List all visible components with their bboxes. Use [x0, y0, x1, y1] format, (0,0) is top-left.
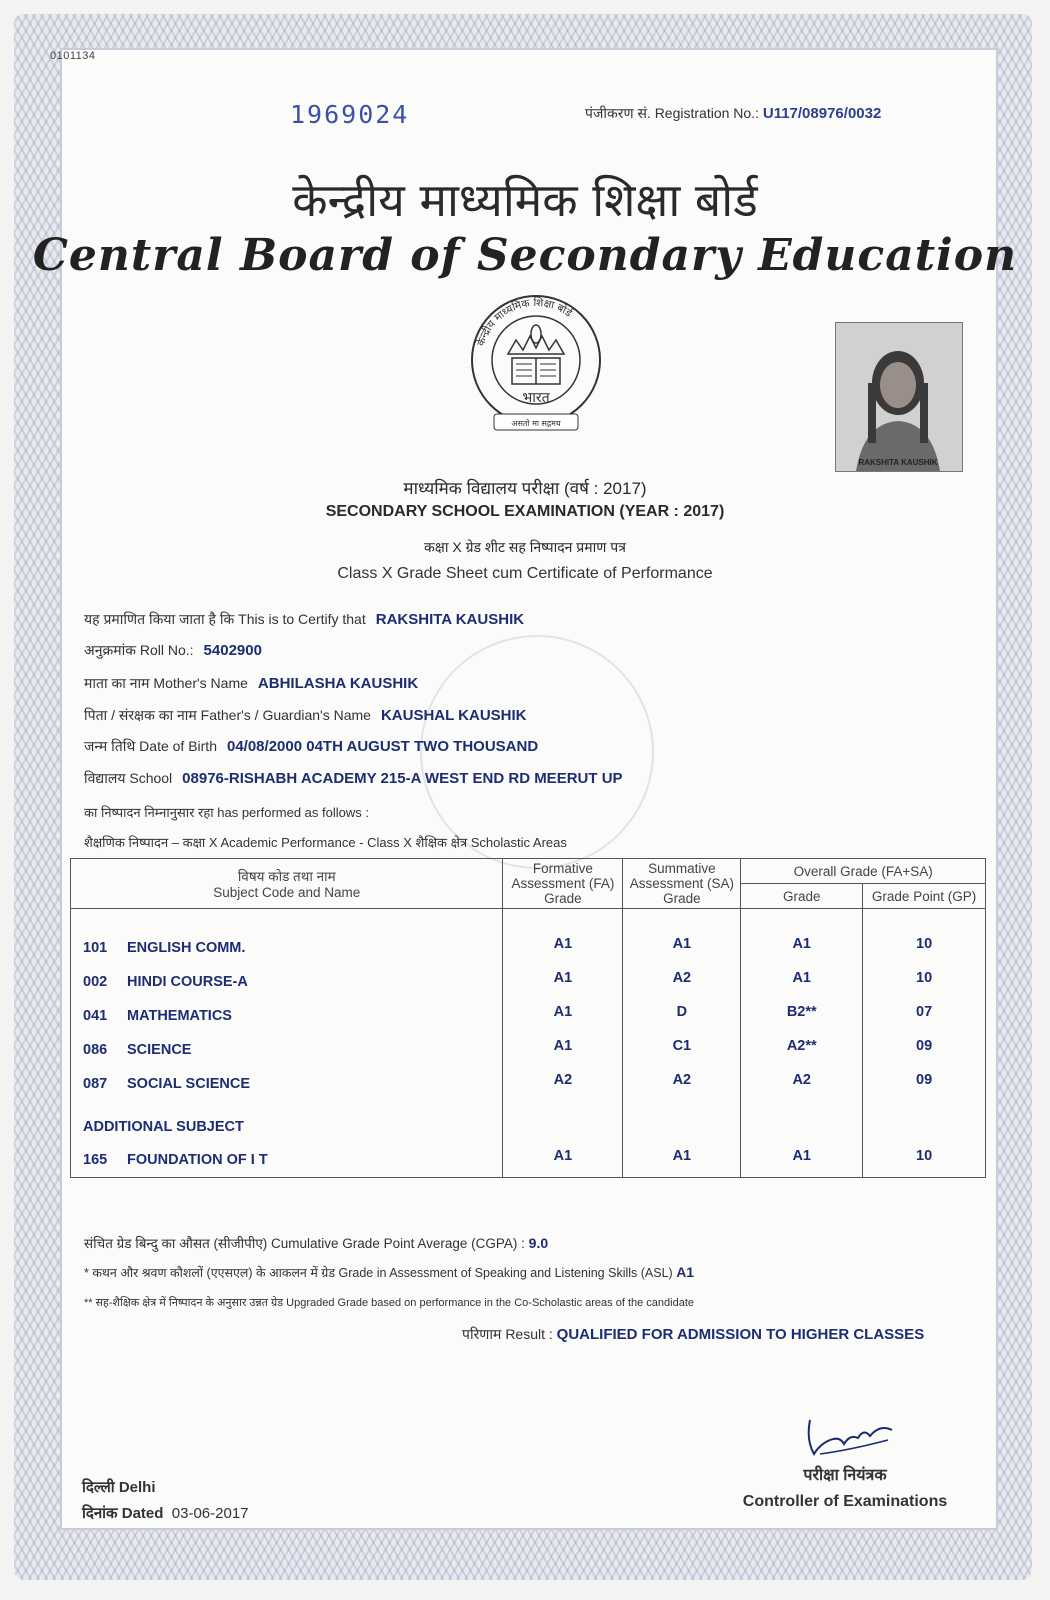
- roll-label: अनुक्रमांक Roll No.:: [84, 642, 194, 658]
- certificate-number: 1969024: [290, 100, 410, 129]
- board-name-english: Central Board of Secondary Education: [32, 230, 1018, 281]
- table-row: 041 MATHEMATICS: [83, 1008, 232, 1024]
- cbse-logo: [468, 292, 604, 442]
- registration-number: U117/08976/0032: [762, 105, 882, 122]
- result-value: QUALIFIED FOR ADMISSION TO HIGHER CLASSES: [556, 1326, 925, 1343]
- dob-label: जन्म तिथि Date of Birth: [84, 738, 217, 754]
- mother-label: माता का नाम Mother's Name: [84, 675, 248, 691]
- father-row: [84, 706, 527, 725]
- mother-name: ABHILASHA KAUSHIK: [257, 675, 419, 692]
- grade-point: 10: [916, 936, 933, 952]
- exam-title-english: SECONDARY SCHOOL EXAMINATION (YEAR : 2017): [325, 503, 725, 520]
- asl-grade: A1: [676, 1264, 695, 1280]
- father-label: पिता / संरक्षक का नाम Father's / Guardian's Name: [84, 707, 371, 723]
- controller-signature: [800, 1410, 900, 1462]
- grade-point: 10: [916, 970, 933, 986]
- subjects-column: [71, 909, 503, 1178]
- cgpa-label: संचित ग्रेड बिन्दु का औसत (सीजीपीए) Cumulative Grade Point Average (CGPA) :: [84, 1236, 525, 1251]
- logo-country: भारत: [522, 390, 550, 406]
- father-name: KAUSHAL KAUSHIK: [380, 707, 527, 724]
- sa-column: [623, 909, 741, 1178]
- date-of-birth: 04/08/2000 04TH AUGUST TWO THOUSAND: [226, 738, 539, 755]
- overall-grade-column: [741, 909, 863, 1178]
- performed-label: का निष्पादन निम्नानुसार रहा has performed as follows :: [84, 805, 369, 820]
- mother-row: [84, 674, 418, 693]
- grade-point: 09: [916, 1072, 933, 1088]
- table-row: 002 HINDI COURSE-A: [83, 974, 248, 990]
- sa-grade: A2: [672, 1072, 692, 1088]
- grade-point: 10: [916, 1148, 933, 1164]
- date-row: [82, 1501, 249, 1527]
- fa-grade: A1: [553, 1038, 573, 1054]
- place: दिल्ली Delhi: [82, 1479, 156, 1496]
- asl-row: [84, 1264, 694, 1281]
- table-row: 165 FOUNDATION OF I T: [83, 1152, 268, 1168]
- logo-arc-text: केन्द्रीय माध्यमिक शिक्षा बोर्ड: [475, 296, 574, 348]
- sa-grade: A1: [672, 936, 692, 952]
- cbse-emblem-icon: [468, 292, 604, 442]
- table-header-row: [71, 859, 986, 884]
- result-label: परिणाम Result :: [462, 1326, 553, 1342]
- additional-subject-label: ADDITIONAL SUBJECT: [83, 1119, 244, 1135]
- table-row: 101 ENGLISH COMM.: [83, 940, 246, 956]
- sa-grade: C1: [672, 1038, 692, 1054]
- place-date-block: [82, 1475, 249, 1527]
- dob-row: [84, 737, 538, 756]
- overall-header: Overall Grade (FA+SA): [741, 859, 986, 884]
- cgpa-value: 9.0: [528, 1235, 549, 1251]
- signature-icon: [800, 1410, 900, 1462]
- asl-label: * कथन और श्रवण कौशलों (एएसएल) के आकलन में ग्रेड Grade in Assessment of Speaking and Listening Skills (ASL): [84, 1266, 673, 1280]
- fa-grade: A2: [553, 1072, 573, 1088]
- grade-header: Grade: [741, 884, 863, 909]
- overall-grade: B2**: [786, 1004, 817, 1020]
- registration: [585, 104, 881, 123]
- overall-grade: A1: [792, 936, 811, 952]
- exam-title-hindi: माध्यमिक विद्यालय परीक्षा (वर्ष : 2017): [403, 479, 647, 498]
- table-row: 087 SOCIAL SCIENCE: [83, 1076, 251, 1092]
- result-row: [462, 1325, 924, 1344]
- sa-grade: A2: [672, 970, 692, 986]
- gp-header: Grade Point (GP): [863, 884, 986, 909]
- grade-point: 07: [916, 1004, 933, 1020]
- controller-block: [720, 1463, 970, 1515]
- school-name: 08976-RISHABH ACADEMY 215-A WEST END RD MEERUT UP: [182, 770, 623, 787]
- subject-header-hindi: विषय कोड तथा नाम: [237, 869, 336, 884]
- student-name: RAKSHITA KAUSHIK: [375, 611, 525, 628]
- table-row: 086 SCIENCE: [83, 1042, 192, 1058]
- serial-number: 0101134: [50, 50, 96, 62]
- academic-label: शैक्षणिक निष्पादन – कक्षा X Academic Performance - Class X शैक्षिक क्षेत्र Scholastic Areas: [84, 835, 567, 850]
- fa-grade: A1: [553, 970, 573, 986]
- sa-header: Summative Assessment (SA) Grade: [623, 859, 741, 909]
- fa-grade: A1: [553, 936, 573, 952]
- overall-grade: A2**: [786, 1038, 817, 1054]
- sheet-title-english: Class X Grade Sheet cum Certificate of Performance: [337, 565, 713, 582]
- school-label: विद्यालय School: [84, 770, 173, 786]
- sa-grade: A1: [672, 1148, 692, 1164]
- grades-table: [70, 858, 986, 1178]
- cgpa-row: [84, 1234, 548, 1252]
- sheet-title-hindi: कक्षा X ग्रेड शीट सह निष्पादन प्रमाण पत्र: [424, 539, 626, 555]
- subject-header: [71, 859, 503, 909]
- issue-date: 03-06-2017: [171, 1505, 249, 1522]
- student-photo: [835, 322, 963, 472]
- fa-grade: A1: [553, 1004, 573, 1020]
- subject-header-english: Subject Code and Name: [213, 885, 361, 900]
- school-row: [84, 769, 623, 788]
- grade-point: 09: [916, 1038, 933, 1054]
- table-body-row: [71, 909, 986, 1178]
- controller-title-english: Controller of Examinations: [742, 1493, 948, 1510]
- registration-label: पंजीकरण सं. Registration No.:: [585, 105, 759, 121]
- portrait-icon: [836, 323, 962, 471]
- controller-title-hindi: परीक्षा नियंत्रक: [803, 1467, 887, 1484]
- overall-grade: A2: [792, 1072, 811, 1088]
- fa-grade: A1: [553, 1148, 573, 1164]
- certify-row: [84, 610, 524, 629]
- certify-label: यह प्रमाणित किया जाता है कि This is to Certify that: [84, 611, 366, 627]
- grade-point-column: [863, 909, 986, 1178]
- dated-label: दिनांक Dated: [82, 1505, 164, 1522]
- overall-grade: A1: [792, 970, 811, 986]
- svg-text:केन्द्रीय माध्यमिक शिक्षा बोर्: [474, 296, 575, 348]
- upgraded-grade-note: ** सह-शैक्षिक क्षेत्र में निष्पादन के अनुसार उन्नत ग्रेड Upgraded Grade based on performance in the Co-Scholastic areas of the candidate: [84, 1297, 695, 1309]
- fa-header: Formative Assessment (FA) Grade: [503, 859, 623, 909]
- roll-row: [84, 641, 262, 660]
- sa-grade: D: [676, 1004, 688, 1020]
- fa-column: [503, 909, 623, 1178]
- photo-caption: RAKSHITA KAUSHIK: [858, 458, 938, 467]
- logo-motto: असतो मा सद्गमय: [511, 419, 561, 428]
- board-name-hindi: केन्द्रीय माध्यमिक शिक्षा बोर्ड: [292, 173, 758, 227]
- overall-grade: A1: [792, 1148, 811, 1164]
- roll-number: 5402900: [203, 642, 262, 659]
